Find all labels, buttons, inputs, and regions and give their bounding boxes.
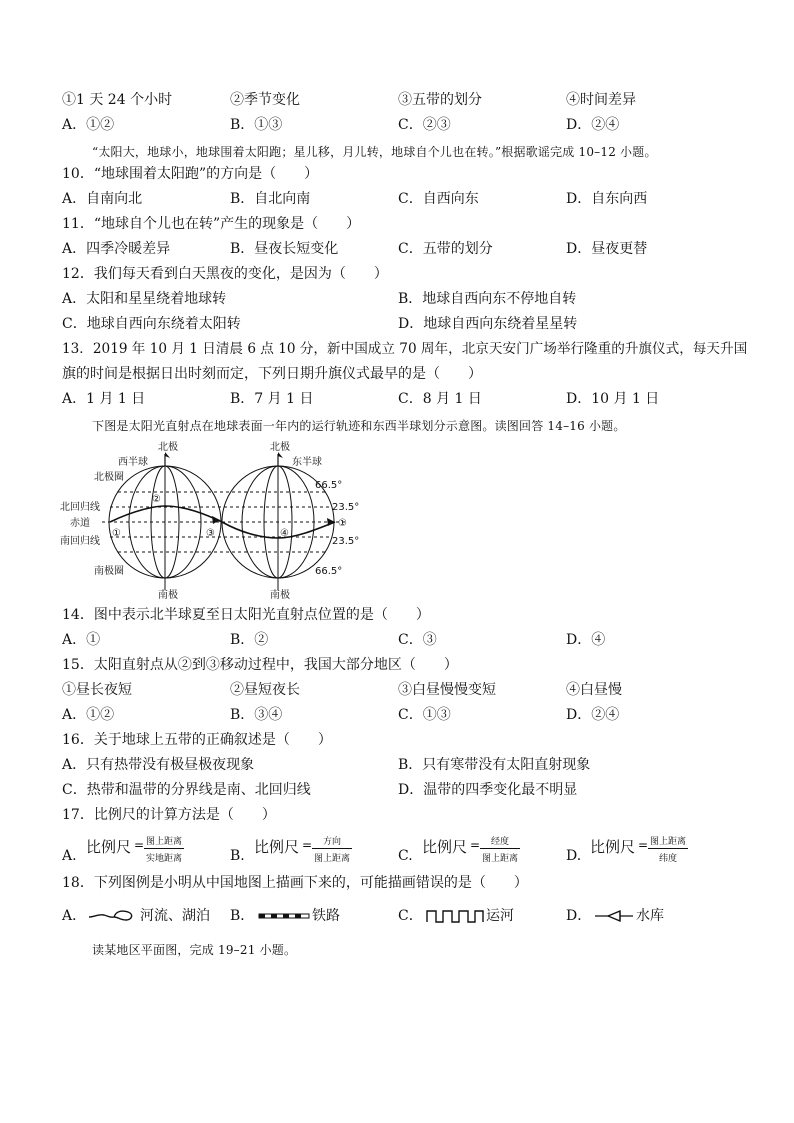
answer-option: C．热带和温带的分界线是南、北回归线: [62, 782, 311, 798]
fraction-bar: [480, 848, 520, 849]
fraction-numerator: 图上距离: [145, 837, 182, 847]
statement-item: ①昼长夜短: [62, 682, 132, 698]
option-letter: C.: [398, 848, 413, 864]
antarctic-circle-label: 南极圈: [94, 566, 124, 577]
point-label: ②: [152, 494, 161, 505]
q17-option-d: [566, 830, 726, 866]
fraction-numerator: 图上距离: [649, 837, 686, 847]
tropic-capricorn-label: 南回归线: [60, 536, 100, 547]
q11-stem-row: [0, 214, 794, 234]
option-letter: A.: [62, 848, 77, 864]
legend-label: 运河: [486, 908, 514, 924]
question-stem: 17．比例尺的计算方法是（ ）: [62, 807, 276, 823]
answer-option: B．只有寒带没有太阳直射现象: [398, 757, 591, 773]
question-stem: 11．“地球自个儿也在转”产生的现象是（ ）: [62, 216, 361, 232]
intro-10-12: [0, 142, 794, 160]
south-pole-label: 南极: [270, 590, 290, 600]
answer-option: B．自北向南: [230, 191, 311, 207]
q18-stem-row: [0, 873, 794, 893]
answer-option: D．④: [566, 632, 606, 648]
north-pole-label: 北极: [158, 442, 178, 453]
answer-option: A．①: [62, 632, 101, 648]
tropic-cancer-label: 北回归线: [60, 502, 100, 513]
latitude-label: 66.5°: [315, 480, 343, 491]
answer-option: C．③: [398, 632, 437, 648]
fraction-denominator: 纬度: [658, 854, 677, 864]
q13-options-row: [0, 389, 794, 409]
fraction-numerator: 经度: [490, 837, 509, 847]
answer-option: C．五带的划分: [398, 241, 493, 257]
latitude-label: 66.5°: [315, 566, 343, 577]
answer-option: C．自西向东: [398, 191, 479, 207]
answer-option: D．10 月 1 日: [566, 391, 660, 407]
sun-path-hemisphere-figure: [60, 440, 380, 600]
intro-19-21: [0, 940, 794, 958]
q17-option-c: [398, 830, 558, 866]
q16-stem-row: [0, 730, 794, 750]
question-stem: 旗的时间是根据日出时刻而定，下列日期升旗仪式最早的是（ ）: [62, 366, 482, 382]
q15-options-row: [0, 705, 794, 725]
answer-option: A．①②: [62, 707, 115, 723]
q18-option-b: [230, 906, 398, 926]
question-stem: 13．2019 年 10 月 1 日清晨 6 点 10 分，新中国成立 70 周年，北京天安门广场举行隆重的升旗仪式，每天升国: [62, 341, 748, 357]
q11-options-row: [0, 239, 794, 259]
q9-option: A．①②: [62, 117, 115, 133]
fraction-denominator: 实地距离: [145, 854, 182, 864]
answer-option: C．8 月 1 日: [398, 391, 482, 407]
reservoir-symbol-icon: [594, 909, 634, 923]
intro-text: “太阳大，地球小，地球围着太阳跑；星儿移，月儿转，地球自个儿也在转。”根据歌谣完成 10–12 小题。: [92, 145, 657, 159]
q18-option-c: [398, 906, 566, 926]
equals-sign: =: [470, 838, 481, 852]
intro-text: 下图是太阳光直射点在地球表面一年内的运行轨迹和东西半球划分示意图。读图回答 14–16 小题。: [92, 419, 626, 433]
q9-option: D．②④: [566, 117, 620, 133]
east-hemisphere-label: 东半球: [292, 457, 322, 468]
west-hemisphere-label: 西半球: [118, 457, 148, 468]
q10-options-row: [0, 189, 794, 209]
q18-options-row: [0, 906, 794, 928]
fraction-denominator: 图上距离: [481, 854, 518, 864]
answer-option: D．昼夜更替: [566, 241, 648, 257]
river-lake-symbol-icon: [88, 909, 134, 923]
equals-sign: =: [638, 838, 649, 852]
point-label: ①: [112, 528, 121, 539]
fraction-denominator: 图上距离: [313, 854, 350, 864]
answer-option: A．太阳和星星绕着地球转: [62, 291, 227, 307]
q10-stem-row: [0, 164, 794, 184]
q18-option-d: [566, 906, 734, 926]
answer-option: B．地球自西向东不停地自转: [398, 291, 577, 307]
answer-option: D．自东向西: [566, 191, 648, 207]
equator-label: 赤道: [70, 518, 90, 529]
q13-stem-row1: [0, 339, 794, 359]
q13-stem-row2: [0, 364, 794, 384]
q15-stem-row: [0, 655, 794, 675]
q12-stem-row: [0, 264, 794, 284]
q9-option: B．①③: [230, 117, 283, 133]
q9-item: ④时间差异: [566, 92, 636, 108]
scale-label: 比例尺: [590, 838, 636, 856]
q9-items-row: [0, 90, 794, 110]
fraction-bar: [312, 848, 352, 849]
equals-sign: =: [302, 838, 313, 852]
answer-option: D．温带的四季变化最不明显: [398, 782, 578, 798]
answer-option: D．地球自西向东绕着星星转: [398, 316, 578, 332]
question-stem: 18．下列图例是小明从中国地图上描画下来的，可能描画错误的是（ ）: [62, 875, 528, 891]
q17-stem-row: [0, 805, 794, 825]
statement-item: ②昼短夜长: [230, 682, 300, 698]
q17-option-a: [62, 830, 222, 866]
answer-option: D．②④: [566, 707, 620, 723]
q14-options-row: [0, 630, 794, 650]
point-label: ④: [280, 528, 289, 539]
canal-symbol-icon: [426, 908, 484, 924]
q9-options-row: [0, 115, 794, 135]
q17-option-b: [230, 830, 390, 866]
scale-label: 比例尺: [86, 838, 132, 856]
option-letter: D．: [566, 908, 592, 924]
fraction-bar: [648, 848, 688, 849]
scale-label: 比例尺: [422, 838, 468, 856]
latitude-label: 23.5°: [332, 536, 360, 547]
arctic-circle-label: 北极圈: [94, 472, 124, 483]
question-stem: 14．图中表示北半球夏至日太阳光直射点位置的是（ ）: [62, 607, 430, 623]
answer-option: B．③④: [230, 707, 283, 723]
q12-options-row2: [0, 314, 794, 334]
answer-option: A．自南向北: [62, 191, 143, 207]
railway-symbol-icon: [258, 910, 310, 922]
answer-option: A．1 月 1 日: [62, 391, 146, 407]
q12-options-row1: [0, 289, 794, 309]
q16-options-row2: [0, 780, 794, 800]
legend-label: 河流、湖泊: [140, 908, 210, 924]
option-letter: C．: [398, 908, 423, 924]
south-pole-label: 南极: [158, 590, 178, 600]
answer-option: B．7 月 1 日: [230, 391, 314, 407]
path-arrow: [212, 516, 220, 524]
q14-stem-row: [0, 605, 794, 625]
fraction-numerator: 方向: [322, 837, 341, 847]
q9-item: ③五带的划分: [398, 92, 482, 108]
q16-options-row1: [0, 755, 794, 775]
question-stem: 10．“地球围着太阳跑”的方向是（ ）: [62, 166, 319, 182]
answer-option: B．②: [230, 632, 269, 648]
point-label: ③: [206, 528, 215, 539]
legend-label: 铁路: [312, 908, 340, 924]
option-letter: D.: [566, 848, 582, 864]
legend-label: 水库: [636, 908, 664, 924]
point-label: ①: [338, 518, 347, 529]
north-pole-label: 北极: [270, 442, 290, 453]
question-stem: 16．关于地球上五带的正确叙述是（ ）: [62, 732, 332, 748]
q9-item: ②季节变化: [230, 92, 300, 108]
q9-item: ①1 天 24 个小时: [62, 92, 173, 108]
intro-14-16: [0, 416, 794, 434]
question-stem: 12．我们每天看到白天黑夜的变化，是因为（ ）: [62, 266, 388, 282]
answer-option: C．地球自西向东绕着太阳转: [62, 316, 241, 332]
answer-option: C．①③: [398, 707, 451, 723]
q9-option: C．②③: [398, 117, 451, 133]
statement-item: ③白昼慢慢变短: [398, 682, 496, 698]
answer-option: B．昼夜长短变化: [230, 241, 339, 257]
option-letter: B．: [230, 908, 255, 924]
intro-text: 读某地区平面图，完成 19–21 小题。: [92, 943, 297, 957]
option-letter: B.: [230, 848, 245, 864]
question-stem: 15．太阳直射点从②到③移动过程中，我国大部分地区（ ）: [62, 657, 458, 673]
latitude-label: 23.5°: [332, 502, 360, 513]
q15-items-row: [0, 680, 794, 700]
scale-label: 比例尺: [254, 838, 300, 856]
answer-option: A．四季冷暖差异: [62, 241, 171, 257]
answer-option: A．只有热带没有极昼极夜现象: [62, 757, 255, 773]
q18-option-a: [62, 906, 230, 926]
option-letter: A．: [62, 908, 87, 924]
statement-item: ④白昼慢: [566, 682, 622, 698]
equals-sign: =: [134, 838, 145, 852]
fraction-bar: [144, 848, 184, 849]
